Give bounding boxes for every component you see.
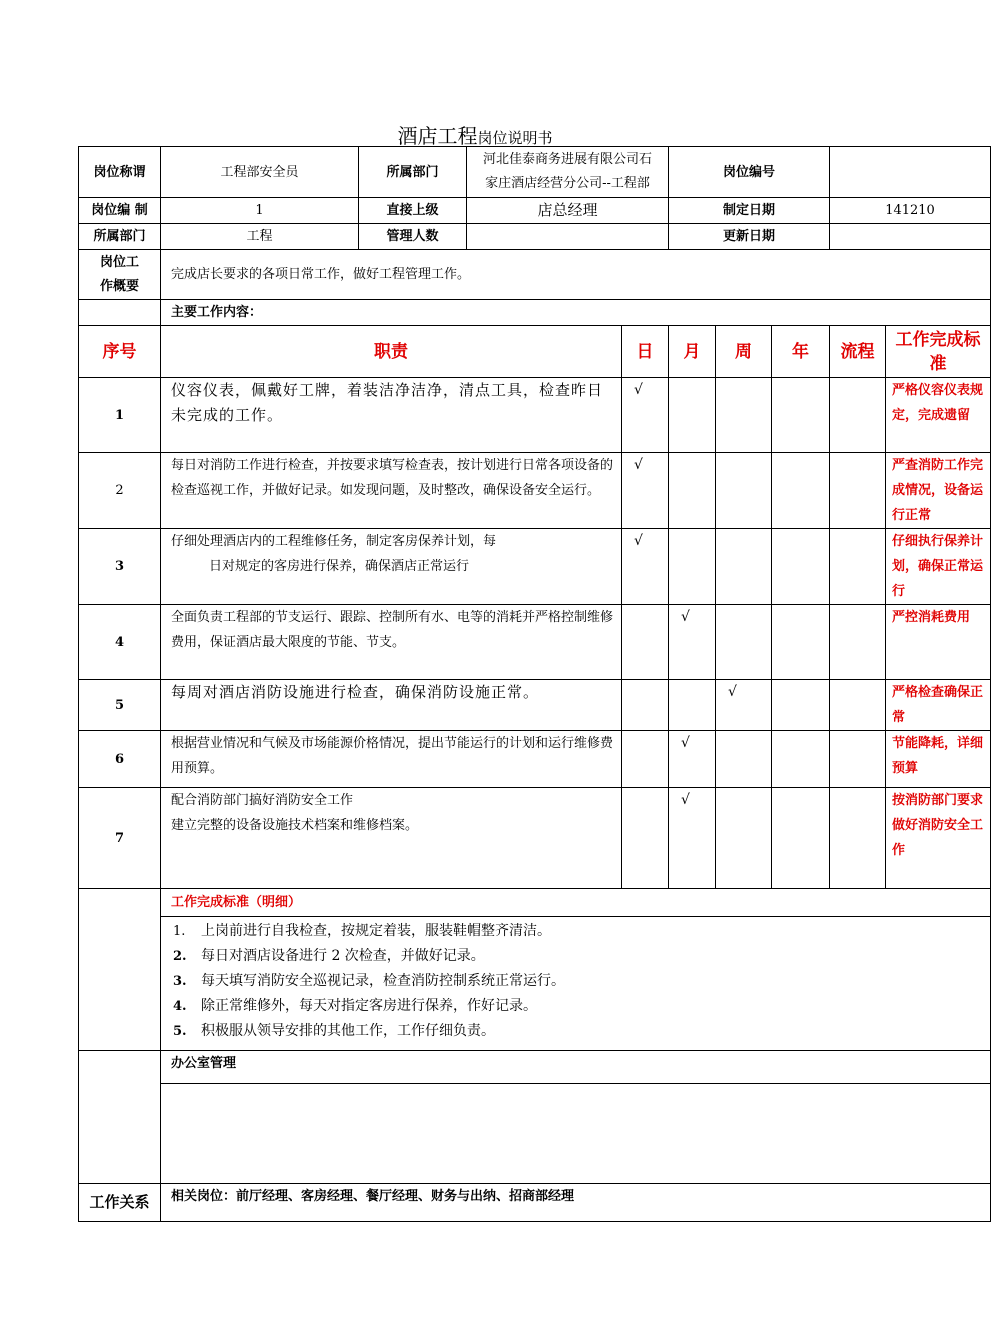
- headcount-value: 1: [161, 198, 359, 224]
- updated-value: [830, 224, 991, 250]
- check-day: √: [622, 529, 669, 605]
- headcount-label: 岗位编 制: [79, 198, 161, 224]
- check-process: [830, 529, 886, 605]
- detail-item-text: 上岗前进行自我检查，按规定着装，服装鞋帽整齐清洁。: [201, 923, 551, 939]
- check-process: [830, 378, 886, 453]
- check-day: [622, 680, 669, 731]
- detail-title-row: [79, 889, 991, 917]
- header-standard: 工作完成标准: [886, 326, 991, 378]
- check-year: [772, 378, 830, 453]
- header-process: 流程: [830, 326, 886, 378]
- check-year: [772, 788, 830, 889]
- info-row-3: [79, 224, 991, 250]
- duty-row: [79, 605, 991, 680]
- manage-value: [467, 224, 669, 250]
- created-label: 制定日期: [669, 198, 830, 224]
- duty-no: 3: [79, 529, 161, 605]
- detail-item-text: 每日对酒店设备进行 2 次检查，并做好记录。: [201, 948, 485, 964]
- duty-text: 根据营业情况和气候及市场能源价格情况，提出节能运行的计划和运行维修费用预算。: [161, 731, 622, 788]
- header-no: 序号: [79, 326, 161, 378]
- detail-item: [173, 1019, 984, 1044]
- detail-list-row: [79, 917, 991, 1051]
- office-body: [161, 1084, 991, 1184]
- duty-standard: 仔细执行保养计划，确保正常运行: [886, 529, 991, 605]
- check-day: √: [622, 378, 669, 453]
- position-value: 工程部安全员: [161, 147, 359, 198]
- duty-no: 1: [79, 378, 161, 453]
- main-content-spacer: [79, 300, 161, 326]
- header-month: 月: [669, 326, 716, 378]
- check-month: [669, 529, 716, 605]
- relations-label: 工作关系: [79, 1184, 161, 1222]
- check-month: √: [669, 788, 716, 889]
- overview-text: 完成店长要求的各项日常工作，做好工程管理工作。: [161, 250, 991, 300]
- check-year: [772, 731, 830, 788]
- check-year: [772, 680, 830, 731]
- overview-row: [79, 250, 991, 300]
- check-year: [772, 453, 830, 529]
- check-week: [716, 788, 772, 889]
- overview-label: [79, 250, 161, 300]
- duty-row: [79, 453, 991, 529]
- duty-row: [79, 529, 991, 605]
- position-label: 岗位称谓: [79, 147, 161, 198]
- duty-text: [161, 529, 622, 605]
- detail-item-text: 除正常维修外，每天对指定客房进行保养，作好记录。: [201, 998, 537, 1014]
- detail-title: 工作完成标准（明细）: [161, 889, 991, 917]
- check-day: [622, 731, 669, 788]
- check-process: [830, 453, 886, 529]
- duty-text-line1: 仔细处理酒店内的工程维修任务，制定客房保养计划，每: [171, 534, 497, 549]
- job-description-table: [78, 146, 991, 1222]
- check-week: [716, 605, 772, 680]
- check-month: [669, 680, 716, 731]
- check-week: √: [716, 680, 772, 731]
- duty-standard: 严格仪容仪表规定，完成遗留: [886, 378, 991, 453]
- detail-item-number: 1.: [173, 924, 186, 939]
- check-week: [716, 378, 772, 453]
- header-week: 周: [716, 326, 772, 378]
- check-day: [622, 788, 669, 889]
- office-spacer: [79, 1051, 161, 1184]
- duty-text: 仪容仪表，佩戴好工牌，着装洁净洁净，清点工具，检查昨日未完成的工作。: [161, 378, 622, 453]
- detail-list-cell: [161, 917, 991, 1051]
- dept-label: 所属部门: [359, 147, 467, 198]
- check-process: [830, 605, 886, 680]
- duty-text-line1: 配合消防部门搞好消防安全工作: [171, 793, 354, 808]
- check-week: [716, 529, 772, 605]
- header-year: 年: [772, 326, 830, 378]
- main-content-row: [79, 300, 991, 326]
- detail-spacer: [79, 889, 161, 1051]
- check-month: √: [669, 605, 716, 680]
- check-process: [830, 731, 886, 788]
- duty-row: [79, 378, 991, 453]
- info-row-1: [79, 147, 991, 198]
- manage-label: 管理人数: [359, 224, 467, 250]
- duty-row: [79, 680, 991, 731]
- check-month: √: [669, 731, 716, 788]
- created-value: 141210: [830, 198, 991, 224]
- check-year: [772, 605, 830, 680]
- duty-text: 每日对消防工作进行检查，并按要求填写检查表，按计划进行日常各项设备的检查巡视工作，并做好记录。如发现问题，及时整改，确保设备安全运行。: [161, 453, 622, 529]
- duty-row: [79, 731, 991, 788]
- duty-standard: 严格检查确保正常: [886, 680, 991, 731]
- detail-item-number: 5.: [173, 1024, 187, 1039]
- duty-no: 6: [79, 731, 161, 788]
- duty-text: 每周对酒店消防设施进行检查，确保消防设施正常。: [161, 680, 622, 731]
- dept-value-line1: 河北佳泰商务进展有限公司石: [483, 152, 653, 167]
- detail-item-text: 积极服从领导安排的其他工作，工作仔细负责。: [201, 1023, 495, 1039]
- duty-text: 全面负责工程部的节支运行、跟踪、控制所有水、电等的消耗并严格控制维修费用，保证酒店最大限度的节能、节支。: [161, 605, 622, 680]
- detail-item: [173, 994, 984, 1019]
- duty-no: 5: [79, 680, 161, 731]
- detail-item-number: 4.: [173, 999, 187, 1014]
- overview-label-line2: 作概要: [99, 278, 139, 294]
- duty-no: 7: [79, 788, 161, 889]
- header-duty: 职责: [161, 326, 622, 378]
- duty-text: [161, 788, 622, 889]
- updated-label: 更新日期: [669, 224, 830, 250]
- code-value: [830, 147, 991, 198]
- duty-row: [79, 788, 991, 889]
- office-title: 办公室管理: [161, 1051, 991, 1084]
- duty-no: 2: [79, 453, 161, 529]
- detail-item-number: 3.: [173, 974, 187, 989]
- dept-value: [467, 147, 669, 198]
- check-process: [830, 680, 886, 731]
- dept-value-line2: 家庄酒店经营分公司--工程部: [485, 176, 650, 191]
- duty-text-line2: 日对规定的客房进行保养，确保酒店正常运行: [209, 559, 470, 574]
- check-month: [669, 453, 716, 529]
- check-process: [830, 788, 886, 889]
- office-title-row: [79, 1051, 991, 1084]
- code-label: 岗位编号: [669, 147, 830, 198]
- detail-item: [173, 944, 984, 969]
- duty-standard: 严查消防工作完成情况，设备运行正常: [886, 453, 991, 529]
- title-main: 酒店工程: [397, 124, 478, 148]
- dept2-label: 所属部门: [79, 224, 161, 250]
- check-month: [669, 378, 716, 453]
- superior-label: 直接上级: [359, 198, 467, 224]
- check-week: [716, 453, 772, 529]
- duty-standard: 按消防部门要求做好消防安全工作: [886, 788, 991, 889]
- detail-item: [173, 919, 984, 944]
- info-row-2: [79, 198, 991, 224]
- duty-text-line2: 建立完整的设备设施技术档案和维修档案。: [171, 818, 419, 833]
- relations-row: [79, 1184, 991, 1222]
- check-week: [716, 731, 772, 788]
- check-year: [772, 529, 830, 605]
- detail-item: [173, 969, 984, 994]
- detail-item-number: 2.: [173, 949, 187, 964]
- main-content-label: 主要工作内容：: [161, 300, 991, 326]
- detail-item-text: 每天填写消防安全巡视记录，检查消防控制系统正常运行。: [201, 973, 565, 989]
- check-day: [622, 605, 669, 680]
- duty-standard: 严控消耗费用: [886, 605, 991, 680]
- duty-no: 4: [79, 605, 161, 680]
- header-day: 日: [622, 326, 669, 378]
- overview-label-line1: 岗位工: [99, 254, 139, 270]
- duty-standard: 节能降耗，详细预算: [886, 731, 991, 788]
- dept2-value: 工程: [161, 224, 359, 250]
- title-sub: 岗位说明书: [477, 129, 553, 147]
- relations-text: 相关岗位：前厅经理、客房经理、餐厅经理、财务与出纳、招商部经理: [161, 1184, 991, 1222]
- check-day: √: [622, 453, 669, 529]
- office-body-row: [79, 1084, 991, 1184]
- duty-header-row: [79, 326, 991, 378]
- superior-value: 店总经理: [467, 198, 669, 224]
- detail-list: [171, 917, 984, 1050]
